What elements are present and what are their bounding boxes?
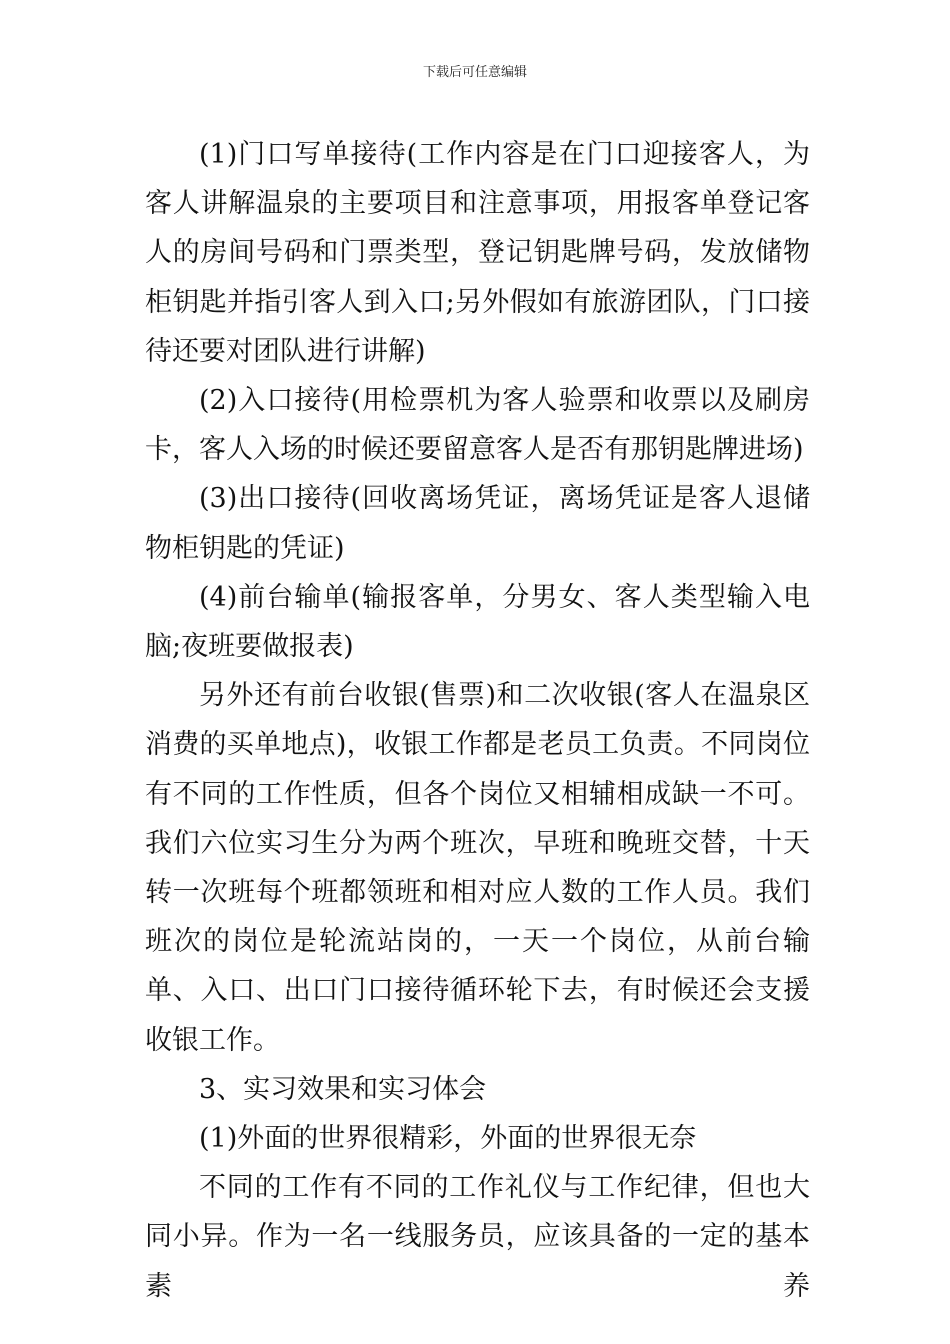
paragraph-door-reception: (1)门口写单接待(工作内容是在门口迎接客人，为客人讲解温泉的主要项目和注意事项，用报客单登记客人的房间号码和门票类型，登记钥匙牌号码，发放储物柜钥匙并指引客人到入口;另外假如有旅游团队，门口接待还要对团队进行讲解) <box>145 139 810 367</box>
page-header: 下载后可任意编辑 <box>422 65 527 80</box>
paragraph-cashier-and-shifts: 另外还有前台收银(售票)和二次收银(客人在温泉区消费的买单地点)，收银工作都是老员工负责。不同岗位有不同的工作性质，但各个岗位又相辅相成缺一不可。我们六位实习生分为两个班次，早班和晚班交替，十天转一次班每个班都领班和相对应人数的工作人员。我们班次的岗位是轮流站岗的，一天一个岗位，从前台输单、入口、出口门口接待循环轮下去，有时候还会支援收银工作。 <box>145 680 810 1056</box>
paragraph-work-etiquette: 不同的工作有不同的工作礼仪与工作纪律，但也大同小异。作为一名一线服务员，应该具备的一定的基本素养 <box>145 1172 810 1302</box>
paragraph-front-desk-input: (4)前台输单(输报客单，分男女、客人类型输入电脑;夜班要做报表) <box>145 581 810 663</box>
section-heading-internship-results: 3、实习效果和实习体会 <box>199 1073 487 1105</box>
subheading-outside-world: (1)外面的世界很精彩，外面的世界很无奈 <box>199 1123 697 1155</box>
paragraph-entrance-reception: (2)入口接待(用检票机为客人验票和收票以及刷房卡，客人入场的时候还要留意客人是否有那钥匙牌进场) <box>145 385 810 466</box>
paragraph-exit-reception: (3)出口接待(回收离场凭证，离场凭证是客人退储物柜钥匙的凭证) <box>145 483 810 564</box>
document-body <box>145 130 810 1311</box>
